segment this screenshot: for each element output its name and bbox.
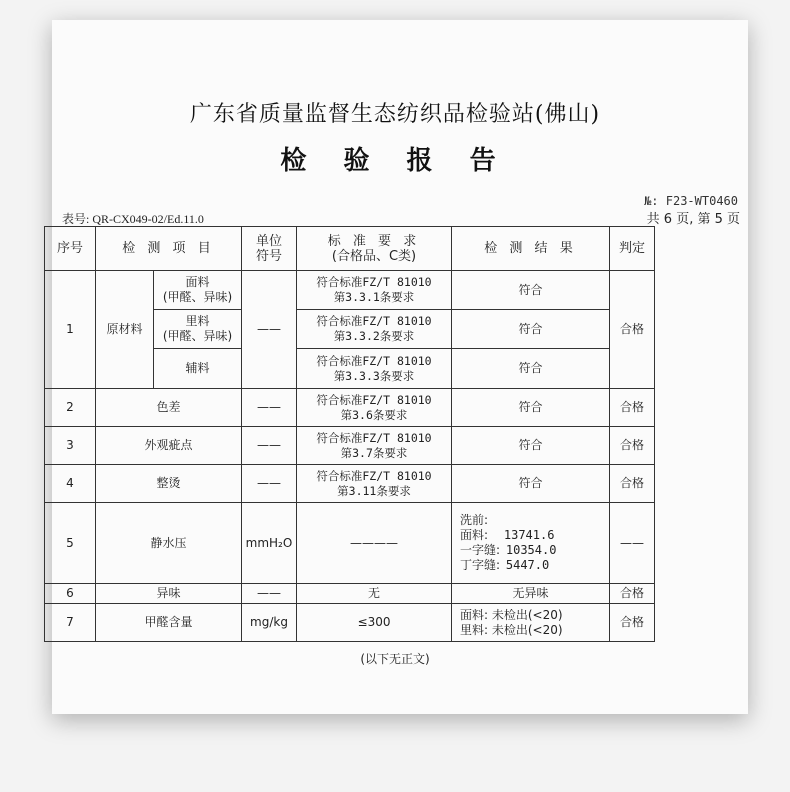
row1-result1: 符合	[452, 271, 610, 310]
row5-t-seam-label: 丁字缝:	[460, 558, 501, 572]
end-note: (以下无正文)	[360, 652, 430, 666]
row3-std-line2: 第3.7条要求	[340, 445, 408, 460]
row2-no: 2	[45, 389, 96, 427]
row7-result	[452, 604, 610, 642]
row4-result: 符合	[452, 465, 610, 503]
row3-unit: ——	[242, 427, 297, 465]
header-verdict: 判定	[610, 227, 655, 271]
table-row	[45, 389, 655, 427]
table-row	[45, 503, 655, 584]
row1-result3: 符合	[452, 349, 610, 389]
row2-std-line2: 第3.6条要求	[340, 407, 408, 422]
header-item: 检 测 项 目	[96, 227, 242, 271]
row5-item: 静水压	[96, 503, 242, 584]
row3-verdict: 合格	[610, 427, 655, 465]
row1-sub2	[154, 310, 242, 349]
organization-name: 广东省质量监督生态纺织品检验站(佛山)	[189, 102, 601, 127]
row5-verdict: ——	[610, 503, 655, 584]
header-standard-line1: 标 准 要 求	[327, 233, 421, 249]
row6-verdict: 合格	[610, 584, 655, 604]
row5-result-line1: 洗前:	[460, 513, 489, 527]
report-number: №: F23-WT0460	[644, 194, 738, 208]
row6-no: 6	[45, 584, 96, 604]
row1-sub3: 辅料	[154, 349, 242, 389]
header-standard	[297, 227, 452, 271]
row5-t-seam-value: 5447.0	[505, 558, 550, 572]
row5-fabric-label: 面料:	[460, 528, 489, 542]
row1-std1	[297, 271, 452, 310]
row2-std	[297, 389, 452, 427]
row4-std-line2: 第3.11条要求	[337, 483, 411, 498]
row5-std: ————	[297, 503, 452, 584]
row3-std	[297, 427, 452, 465]
row2-unit: ——	[242, 389, 297, 427]
row3-std-line1: 符合标准FZ/T 81010	[316, 430, 432, 445]
row4-std	[297, 465, 452, 503]
form-code: 表号: QR-CX049-02/Ed.11.0	[62, 212, 204, 226]
table-header-row	[45, 227, 655, 271]
row1-sub2-line1: 里料	[185, 314, 210, 328]
row7-no: 7	[45, 604, 96, 642]
row3-no: 3	[45, 427, 96, 465]
row1-verdict: 合格	[610, 271, 655, 389]
row4-std-line1: 符合标准FZ/T 81010	[316, 468, 432, 483]
row1-std2	[297, 310, 452, 349]
row7-unit: mg/kg	[242, 604, 297, 642]
row1-std3-line1: 符合标准FZ/T 81010	[316, 353, 432, 368]
row7-result-line2: 里料: 未检出(<20)	[460, 622, 563, 637]
row5-unit: mmH₂O	[242, 503, 297, 584]
header-unit	[242, 227, 297, 271]
row1-result2: 符合	[452, 310, 610, 349]
row1-sub2-line2: (甲醛、异味)	[162, 329, 233, 343]
row1-std3-line2: 第3.3.3条要求	[333, 368, 415, 383]
row1-category: 原材料	[96, 271, 154, 389]
row1-std3	[297, 349, 452, 389]
row4-item: 整烫	[96, 465, 242, 503]
row7-verdict: 合格	[610, 604, 655, 642]
table-row	[45, 271, 655, 310]
row1-std1-line2: 第3.3.1条要求	[333, 290, 415, 304]
table-row	[45, 427, 655, 465]
table-row	[45, 465, 655, 503]
row7-item: 甲醛含量	[96, 604, 242, 642]
row5-result-line3	[460, 543, 607, 558]
row1-sub1-line2: (甲醛、异味)	[162, 290, 233, 304]
header-unit-line1: 单位	[255, 233, 282, 249]
row2-std-line1: 符合标准FZ/T 81010	[316, 392, 432, 407]
header-standard-line2: (合格品、C类)	[331, 248, 417, 264]
table-row	[45, 584, 655, 604]
table-row	[45, 604, 655, 642]
row5-result-line4	[460, 558, 607, 573]
row2-result: 符合	[452, 389, 610, 427]
header-no: 序号	[45, 227, 96, 271]
row7-std: ≤300	[297, 604, 452, 642]
row2-item: 色差	[96, 389, 242, 427]
row1-std1-line1: 符合标准FZ/T 81010	[316, 275, 432, 289]
report-title: 检 验 报 告	[280, 146, 510, 176]
row5-straight-seam-label: 一字缝:	[460, 543, 501, 557]
row6-unit: ——	[242, 584, 297, 604]
header-result: 检 测 结 果	[452, 227, 610, 271]
row5-fabric-value: 13741.6	[503, 528, 555, 542]
row5-straight-seam-value: 10354.0	[505, 543, 557, 557]
row1-no: 1	[45, 271, 96, 389]
row5-no: 5	[45, 503, 96, 584]
row1-sub1	[154, 271, 242, 310]
row5-result	[452, 503, 610, 584]
row5-result-line2	[460, 528, 607, 543]
row6-result: 无异味	[452, 584, 610, 604]
row6-item: 异味	[96, 584, 242, 604]
row1-std2-line1: 符合标准FZ/T 81010	[316, 314, 432, 328]
row3-result: 符合	[452, 427, 610, 465]
row7-result-line1: 面料: 未检出(<20)	[460, 607, 563, 622]
row1-sub1-line1: 面料	[185, 275, 210, 289]
row4-unit: ——	[242, 465, 297, 503]
row2-verdict: 合格	[610, 389, 655, 427]
row6-std: 无	[297, 584, 452, 604]
row4-verdict: 合格	[610, 465, 655, 503]
row4-no: 4	[45, 465, 96, 503]
header-unit-line2: 符号	[255, 248, 282, 264]
inspection-table	[44, 226, 655, 642]
page-indicator: 共 6 页, 第 5 页	[646, 212, 740, 227]
row3-item: 外观疵点	[96, 427, 242, 465]
row1-std2-line2: 第3.3.2条要求	[333, 329, 415, 343]
row1-unit: ——	[242, 271, 297, 389]
